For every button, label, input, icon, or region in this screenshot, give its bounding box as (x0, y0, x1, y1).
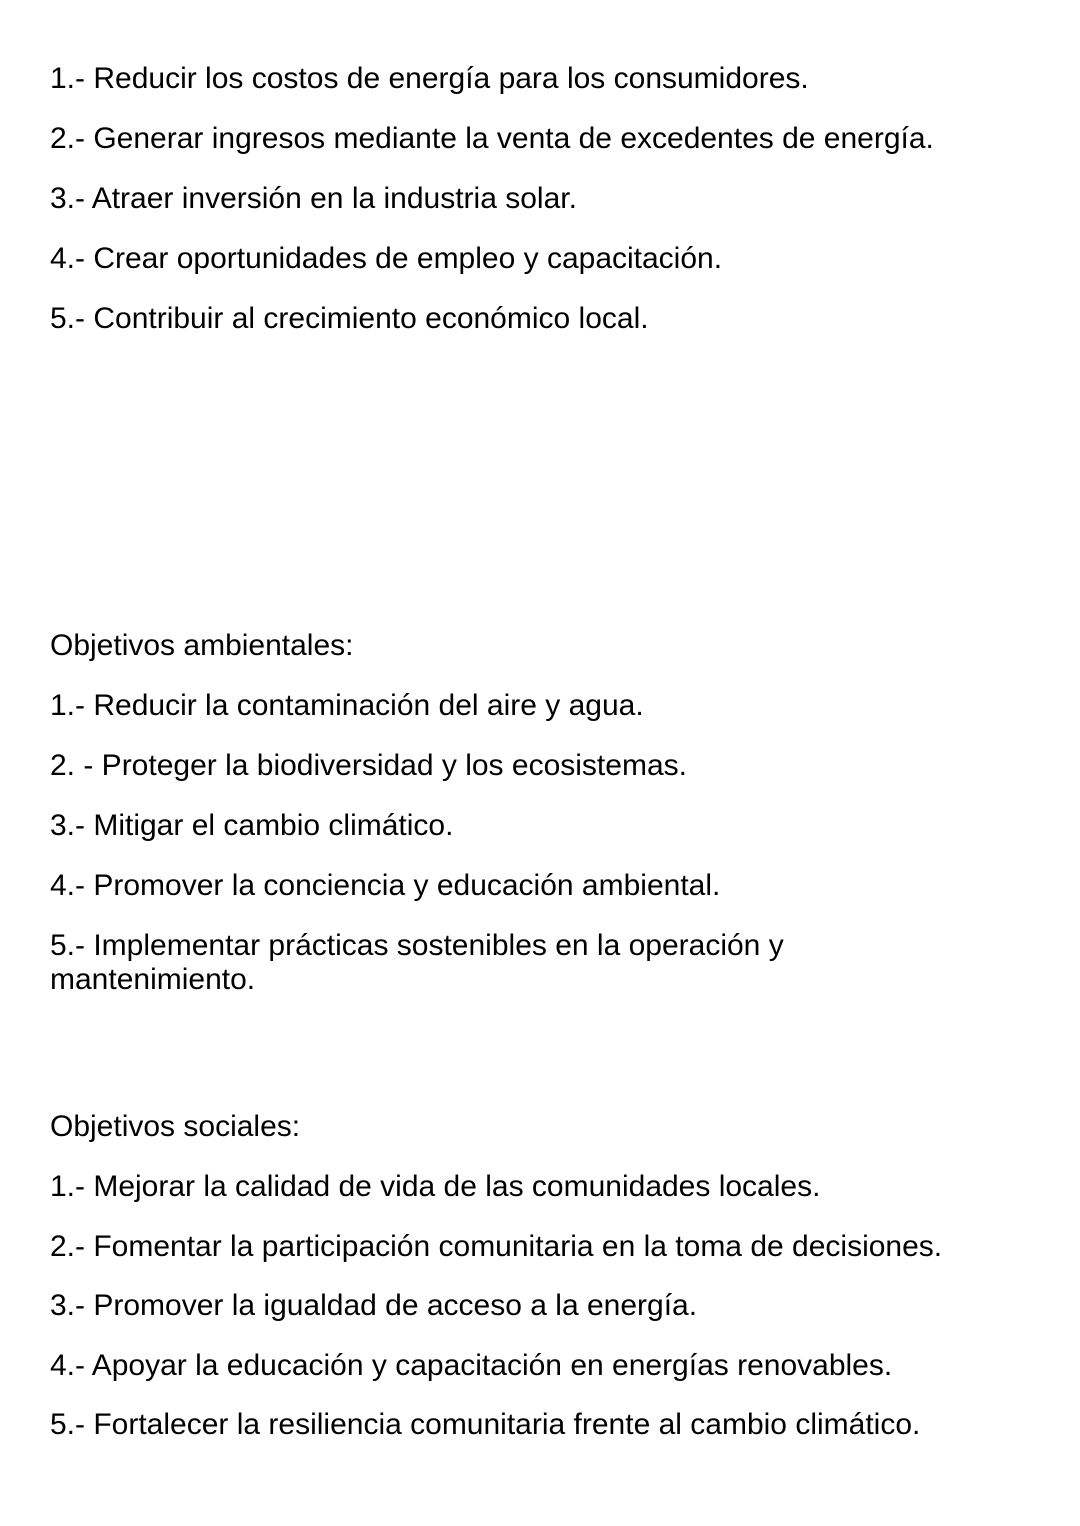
list-item: 1.- Mejorar la calidad de vida de las comunidades locales. (50, 1170, 821, 1203)
list-item: 1.- Reducir los costos de energía para los consumidores. (50, 62, 809, 95)
list-item: 4.- Crear oportunidades de empleo y capacitación. (50, 242, 723, 275)
list-item: 5.- Implementar prácticas sostenibles en la operación y mantenimiento. (50, 929, 784, 996)
list-item: 1.- Reducir la contaminación del aire y agua. (50, 689, 644, 722)
list-item: 4.- Promover la conciencia y educación ambiental. (50, 869, 721, 902)
section-heading: Objetivos ambientales: (50, 629, 354, 662)
list-item: 2. - Proteger la biodiversidad y los ecosistemas. (50, 749, 687, 782)
list-item: 4.- Apoyar la educación y capacitación en energías renovables. (50, 1349, 893, 1382)
list-item: 5.- Contribuir al crecimiento económico local. (50, 302, 649, 335)
list-item: 5.- Fortalecer la resiliencia comunitaria frente al cambio climático. (50, 1408, 921, 1441)
list-item: 3.- Atraer inversión en la industria solar. (50, 182, 577, 215)
list-item: 2.- Generar ingresos mediante la venta de excedentes de energía. (50, 122, 934, 155)
list-item: 3.- Mitigar el cambio climático. (50, 809, 454, 842)
list-item: 3.- Promover la igualdad de acceso a la energía. (50, 1289, 698, 1322)
list-item: 2.- Fomentar la participación comunitaria en la toma de decisiones. (50, 1230, 943, 1263)
section-heading: Objetivos sociales: (50, 1110, 301, 1143)
